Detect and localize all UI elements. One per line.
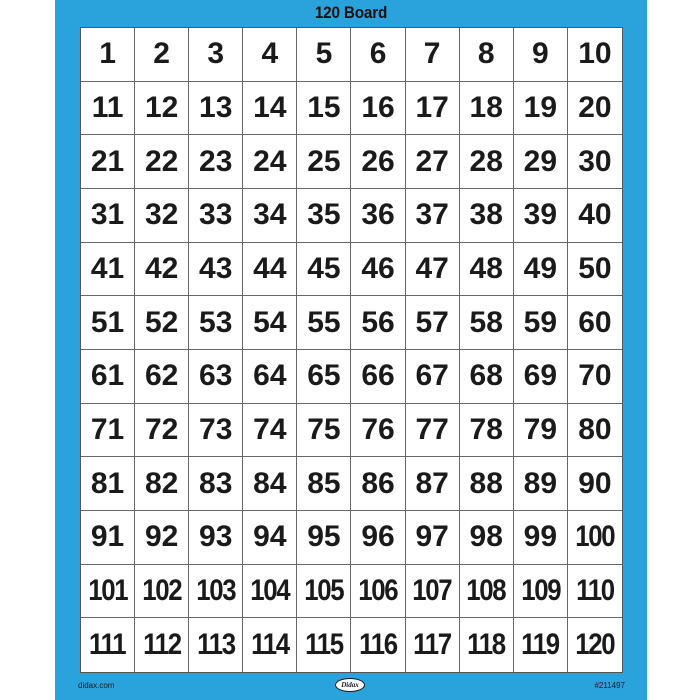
number-cell-value: 85 xyxy=(307,466,341,500)
number-cell-value: 81 xyxy=(90,466,125,500)
number-cell xyxy=(406,296,460,350)
number-cell xyxy=(351,135,405,189)
number-cell-value: 33 xyxy=(199,198,233,232)
number-cell-value: 7 xyxy=(423,37,441,71)
number-cell-value: 116 xyxy=(359,628,397,662)
number-cell-value: 12 xyxy=(144,90,179,124)
number-cell xyxy=(243,189,297,243)
number-cell-value: 100 xyxy=(575,520,615,554)
number-cell xyxy=(135,565,189,619)
number-cell-value: 88 xyxy=(469,466,503,500)
number-cell xyxy=(568,189,622,243)
number-cell xyxy=(297,618,351,672)
number-cell xyxy=(243,350,297,404)
number-cell xyxy=(351,618,405,672)
number-cell-value: 76 xyxy=(361,412,395,446)
number-cell-value: 66 xyxy=(361,359,395,393)
number-cell xyxy=(351,296,405,350)
number-cell xyxy=(568,565,622,619)
number-cell-value: 62 xyxy=(144,359,179,393)
number-cell-value: 104 xyxy=(250,573,290,607)
number-cell-value: 53 xyxy=(199,305,233,339)
number-cell-value: 35 xyxy=(307,198,341,232)
number-cell-value: 99 xyxy=(523,520,558,554)
number-cell xyxy=(568,511,622,565)
number-cell xyxy=(460,296,514,350)
number-cell-value: 38 xyxy=(469,198,503,232)
number-cell-value: 112 xyxy=(142,628,181,662)
number-cell xyxy=(406,243,460,297)
number-board xyxy=(55,0,647,700)
number-cell-value: 50 xyxy=(578,251,612,285)
number-cell xyxy=(243,296,297,350)
number-cell xyxy=(189,189,243,243)
number-cell xyxy=(243,618,297,672)
number-cell xyxy=(514,243,568,297)
number-cell xyxy=(460,28,514,82)
number-cell-value: 58 xyxy=(469,305,503,339)
number-cell-value: 89 xyxy=(523,466,558,500)
number-cell-value: 36 xyxy=(361,198,395,232)
number-cell-value: 90 xyxy=(578,466,612,500)
number-cell xyxy=(351,457,405,511)
number-cell-value: 77 xyxy=(415,412,449,446)
number-cell xyxy=(81,618,135,672)
number-cell xyxy=(460,618,514,672)
number-cell xyxy=(351,511,405,565)
number-cell-value: 8 xyxy=(477,37,495,71)
number-cell xyxy=(189,350,243,404)
number-cell-value: 68 xyxy=(469,359,503,393)
number-cell xyxy=(189,82,243,136)
number-cell xyxy=(81,404,135,458)
number-cell-value: 87 xyxy=(415,466,449,500)
number-cell-value: 73 xyxy=(199,412,233,446)
number-cell-value: 11 xyxy=(91,90,124,124)
number-cell xyxy=(81,82,135,136)
number-cell xyxy=(406,565,460,619)
number-cell xyxy=(81,511,135,565)
number-cell-value: 39 xyxy=(523,198,558,232)
number-cell-value: 60 xyxy=(578,305,612,339)
number-cell xyxy=(406,511,460,565)
number-cell xyxy=(406,135,460,189)
number-cell-value: 118 xyxy=(467,628,506,662)
number-cell xyxy=(81,457,135,511)
number-cell xyxy=(189,28,243,82)
number-cell xyxy=(514,404,568,458)
number-cell xyxy=(514,135,568,189)
number-cell-value: 29 xyxy=(523,144,558,178)
number-cell xyxy=(568,296,622,350)
number-cell-value: 93 xyxy=(199,520,233,554)
number-cell-value: 5 xyxy=(315,37,333,71)
number-cell-value: 56 xyxy=(361,305,395,339)
number-cell-value: 84 xyxy=(253,466,287,500)
number-cell-value: 48 xyxy=(469,251,503,285)
number-cell-value: 64 xyxy=(253,359,287,393)
number-cell xyxy=(81,243,135,297)
number-cell xyxy=(406,618,460,672)
number-cell xyxy=(568,618,622,672)
number-cell xyxy=(135,296,189,350)
number-cell-value: 4 xyxy=(261,37,279,71)
number-cell xyxy=(568,82,622,136)
number-cell xyxy=(406,82,460,136)
number-cell xyxy=(406,189,460,243)
number-cell-value: 61 xyxy=(90,359,125,393)
number-cell xyxy=(514,457,568,511)
number-cell xyxy=(135,135,189,189)
number-cell-value: 101 xyxy=(87,573,128,607)
number-cell xyxy=(460,511,514,565)
number-cell-value: 75 xyxy=(307,412,341,446)
number-cell-value: 49 xyxy=(523,251,558,285)
number-cell xyxy=(514,618,568,672)
number-cell-value: 21 xyxy=(90,144,125,178)
number-cell-value: 78 xyxy=(469,412,503,446)
number-cell xyxy=(568,350,622,404)
number-cell xyxy=(189,565,243,619)
number-cell xyxy=(297,565,351,619)
number-cell xyxy=(514,296,568,350)
number-cell xyxy=(514,189,568,243)
number-cell xyxy=(297,511,351,565)
number-cell-value: 19 xyxy=(523,90,558,124)
number-cell xyxy=(460,135,514,189)
number-cell xyxy=(297,82,351,136)
number-cell xyxy=(189,296,243,350)
number-cell xyxy=(297,350,351,404)
number-cell xyxy=(243,511,297,565)
number-cell-value: 106 xyxy=(358,573,398,607)
number-cell-value: 70 xyxy=(578,359,612,393)
number-cell xyxy=(460,243,514,297)
number-cell xyxy=(243,82,297,136)
number-cell-value: 27 xyxy=(415,144,449,178)
number-cell-value: 41 xyxy=(90,251,125,285)
number-cell xyxy=(351,82,405,136)
number-cell xyxy=(81,296,135,350)
number-cell xyxy=(189,457,243,511)
number-cell xyxy=(297,28,351,82)
number-cell xyxy=(406,404,460,458)
number-cell xyxy=(135,404,189,458)
number-cell-value: 82 xyxy=(144,466,179,500)
number-cell xyxy=(81,350,135,404)
number-cell xyxy=(189,243,243,297)
number-cell xyxy=(568,243,622,297)
number-cell-value: 119 xyxy=(521,628,560,662)
number-cell-value: 34 xyxy=(253,198,287,232)
number-cell xyxy=(135,511,189,565)
number-cell-value: 67 xyxy=(415,359,449,393)
number-cell-value: 51 xyxy=(90,305,125,339)
number-cell-value: 114 xyxy=(250,628,289,662)
number-cell-value: 28 xyxy=(469,144,503,178)
number-cell-value: 103 xyxy=(196,573,236,607)
number-cell-value: 97 xyxy=(415,520,449,554)
number-cell-value: 117 xyxy=(413,628,452,662)
number-cell xyxy=(460,189,514,243)
number-cell xyxy=(81,135,135,189)
number-cell-value: 3 xyxy=(207,37,225,71)
number-cell xyxy=(243,565,297,619)
number-cell-value: 30 xyxy=(578,144,612,178)
number-cell-value: 26 xyxy=(361,144,395,178)
number-cell xyxy=(460,350,514,404)
number-cell-value: 18 xyxy=(469,90,503,124)
number-cell-value: 17 xyxy=(415,90,449,124)
number-cell-value: 20 xyxy=(578,90,612,124)
number-cell xyxy=(297,243,351,297)
number-cell-value: 111 xyxy=(89,628,126,662)
number-cell-value: 14 xyxy=(253,90,287,124)
number-cell xyxy=(135,618,189,672)
number-grid xyxy=(80,27,623,673)
number-cell xyxy=(460,457,514,511)
number-cell-value: 31 xyxy=(90,198,125,232)
number-cell-value: 16 xyxy=(361,90,395,124)
number-cell-value: 25 xyxy=(307,144,341,178)
number-cell xyxy=(568,457,622,511)
number-cell xyxy=(189,618,243,672)
number-cell xyxy=(297,135,351,189)
number-cell-value: 55 xyxy=(307,305,341,339)
number-cell-value: 43 xyxy=(199,251,233,285)
number-cell xyxy=(351,189,405,243)
number-cell-value: 96 xyxy=(361,520,395,554)
number-cell xyxy=(243,457,297,511)
number-cell-value: 69 xyxy=(523,359,558,393)
number-cell-value: 113 xyxy=(196,628,235,662)
number-cell-value: 63 xyxy=(199,359,233,393)
number-cell-value: 92 xyxy=(144,520,179,554)
number-cell xyxy=(351,404,405,458)
number-cell-value: 98 xyxy=(469,520,503,554)
number-cell-value: 52 xyxy=(144,305,179,339)
number-cell-value: 109 xyxy=(520,573,560,607)
number-cell xyxy=(81,189,135,243)
number-cell-value: 108 xyxy=(466,573,506,607)
number-cell xyxy=(351,565,405,619)
number-cell-value: 79 xyxy=(523,412,558,446)
number-cell xyxy=(514,82,568,136)
number-cell-value: 32 xyxy=(144,198,179,232)
number-cell-value: 86 xyxy=(361,466,395,500)
number-cell-value: 40 xyxy=(578,198,612,232)
number-cell xyxy=(189,135,243,189)
number-cell xyxy=(297,296,351,350)
number-cell xyxy=(351,350,405,404)
number-cell-value: 91 xyxy=(90,520,125,554)
product-code: #211497 xyxy=(594,681,625,690)
number-cell xyxy=(514,511,568,565)
number-cell-value: 72 xyxy=(144,412,179,446)
number-cell-value: 105 xyxy=(304,573,344,607)
number-cell xyxy=(243,243,297,297)
number-cell xyxy=(135,243,189,297)
number-cell-value: 107 xyxy=(412,573,452,607)
number-cell xyxy=(514,565,568,619)
number-cell xyxy=(81,28,135,82)
number-cell xyxy=(568,135,622,189)
number-cell-value: 47 xyxy=(415,251,449,285)
number-cell-value: 13 xyxy=(199,90,233,124)
number-cell xyxy=(189,511,243,565)
number-cell-value: 2 xyxy=(153,37,170,71)
number-cell-value: 95 xyxy=(307,520,341,554)
number-cell xyxy=(135,350,189,404)
number-cell-value: 6 xyxy=(369,37,387,71)
number-cell-value: 45 xyxy=(307,251,341,285)
number-cell xyxy=(243,135,297,189)
didax-logo: Didax xyxy=(335,678,365,692)
number-cell xyxy=(351,28,405,82)
number-cell-value: 110 xyxy=(576,573,614,607)
number-cell-value: 65 xyxy=(307,359,341,393)
number-cell xyxy=(135,28,189,82)
number-cell xyxy=(514,350,568,404)
number-cell xyxy=(189,404,243,458)
number-cell xyxy=(351,243,405,297)
number-cell-value: 24 xyxy=(253,144,287,178)
number-cell xyxy=(406,350,460,404)
number-cell-value: 1 xyxy=(99,37,116,71)
number-cell xyxy=(297,457,351,511)
number-cell xyxy=(406,457,460,511)
number-cell-value: 115 xyxy=(305,628,343,662)
number-cell-value: 83 xyxy=(199,466,233,500)
number-cell-value: 59 xyxy=(523,305,558,339)
number-cell xyxy=(297,189,351,243)
number-cell-value: 22 xyxy=(144,144,179,178)
number-cell-value: 42 xyxy=(144,251,179,285)
number-cell-value: 80 xyxy=(578,412,612,446)
number-cell-value: 23 xyxy=(199,144,233,178)
number-cell xyxy=(460,82,514,136)
number-cell-value: 94 xyxy=(253,520,287,554)
number-cell xyxy=(568,404,622,458)
number-cell-value: 120 xyxy=(575,628,615,662)
number-cell xyxy=(135,82,189,136)
number-cell-value: 102 xyxy=(142,573,182,607)
number-cell xyxy=(406,28,460,82)
number-cell-value: 15 xyxy=(307,90,341,124)
number-cell-value: 9 xyxy=(532,37,549,71)
number-cell-value: 37 xyxy=(415,198,449,232)
number-cell-value: 71 xyxy=(90,412,125,446)
board-title: 120 Board xyxy=(314,3,388,22)
number-cell xyxy=(81,565,135,619)
number-cell-value: 10 xyxy=(578,37,612,71)
number-cell-value: 46 xyxy=(361,251,395,285)
website-label: didax.com xyxy=(78,681,115,690)
number-cell xyxy=(568,28,622,82)
number-cell xyxy=(243,404,297,458)
number-cell xyxy=(514,28,568,82)
number-cell-value: 44 xyxy=(253,251,287,285)
number-cell-value: 74 xyxy=(253,412,287,446)
number-cell xyxy=(460,565,514,619)
number-cell xyxy=(243,28,297,82)
number-cell xyxy=(460,404,514,458)
number-cell xyxy=(135,457,189,511)
number-cell xyxy=(297,404,351,458)
number-cell-value: 54 xyxy=(253,305,287,339)
number-cell xyxy=(135,189,189,243)
number-cell-value: 57 xyxy=(415,305,449,339)
